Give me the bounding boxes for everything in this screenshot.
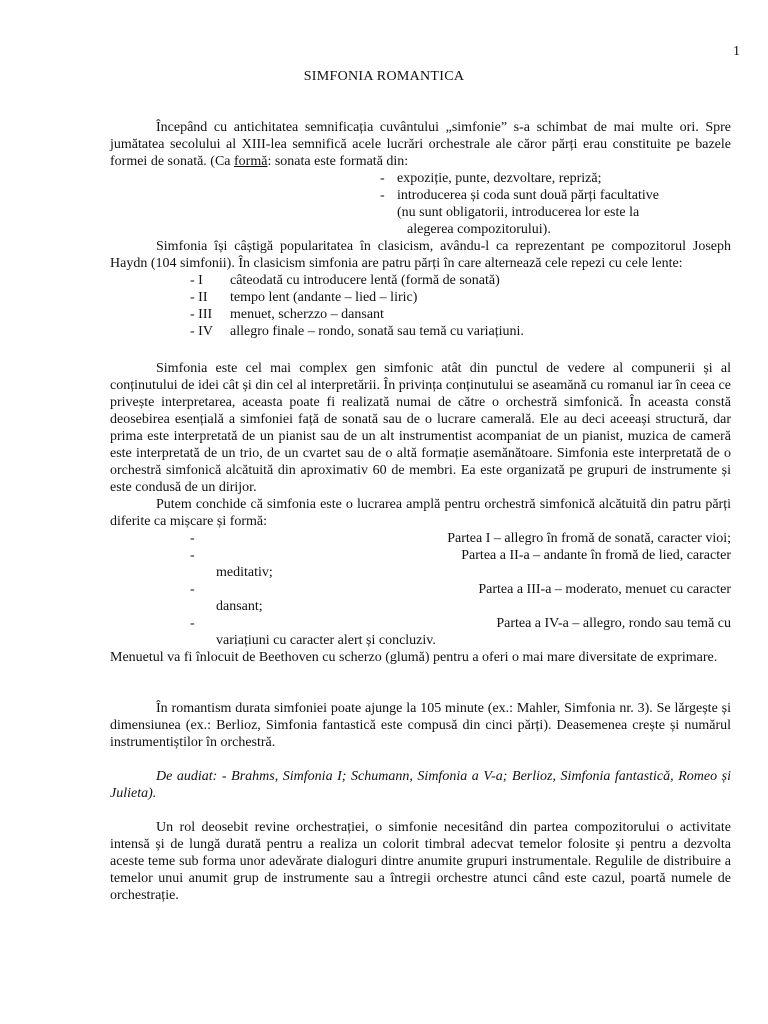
- form-note: [397, 204, 731, 238]
- part-line: Partea a II-a – andante în fromă de lied, caracter: [461, 548, 731, 563]
- menuet-paragraph: Menuetul va fi înlocuit de Beethoven cu scherzo (glumă) pentru a oferi o mai mare diversitate de exprimare.: [110, 650, 718, 665]
- list-dash: -: [190, 616, 195, 631]
- movement-text: menuet, scherzzo – dansant: [230, 307, 384, 322]
- list-item: [190, 289, 731, 306]
- list-item: [110, 547, 731, 581]
- note-line: (nu sunt obligatorii, introducerea lor este la: [397, 205, 640, 220]
- movement-text: tempo lent (andante – lied – liric): [230, 290, 418, 305]
- document-body: [110, 119, 731, 904]
- movement-text: câteodată cu introducere lentă (formă de sonată): [230, 273, 500, 288]
- list-item: - introducerea și coda sunt două părți facultative: [380, 187, 731, 204]
- listening-paragraph: De audiat: - Brahms, Simfonia I; Schumann, Simfonia a V-a; Berlioz, Simfonia fantastică, Romeo și Julieta).: [110, 769, 731, 801]
- movement-text: allegro finale – rondo, sonată sau temă cu variațiuni.: [230, 324, 524, 339]
- intro-text-2: : sonata este formată din:: [267, 154, 409, 169]
- part-continuation: meditativ;: [216, 565, 273, 580]
- list-item: [190, 323, 731, 340]
- intro-text-1: Începând cu antichitatea semnificația cuvântului „simfonie” s-a schimbat de mai multe ori. Spre jumătatea secolului al XIII-lea semnifică acele lucrări orchestrale ale căror părți erau constituite pe bazele formei de sonată. (Ca: [110, 120, 731, 169]
- movements-list: [190, 272, 731, 340]
- part-line: Partea a III-a – moderato, menuet cu caracter: [478, 582, 731, 597]
- list-dash: -: [190, 582, 195, 597]
- list-dash: -: [190, 531, 195, 546]
- list-item: [190, 272, 731, 289]
- movement-number: - III: [190, 307, 213, 322]
- form-parts-list: [380, 170, 731, 204]
- movement-number: - IV: [190, 324, 213, 339]
- spacer: [110, 666, 731, 700]
- list-dash: -: [190, 548, 195, 563]
- note-line: alegerea compozitorului).: [407, 222, 551, 237]
- part-continuation: dansant;: [216, 599, 263, 614]
- part-continuation: variațiuni cu caracter alert și concluziv.: [216, 633, 436, 648]
- page-title: SIMFONIA ROMANTICA: [303, 69, 465, 84]
- form-term: formă: [234, 154, 268, 169]
- list-item: - expoziție, punte, dezvoltare, repriză;: [380, 170, 731, 187]
- spacer: [110, 340, 731, 360]
- classicism-paragraph: Simfonia își câștigă popularitatea în clasicism, avându-l ca reprezentant pe compozitorul Joseph Haydn (104 simfonii). În clasicism simfonia are patru părți în care alternează cele repezi cu cele lente:: [110, 239, 731, 271]
- parts-list: [110, 530, 731, 649]
- part-line: Partea I – allegro în fromă de sonată, caracter vioi;: [447, 531, 731, 546]
- page-number: 1: [733, 44, 740, 59]
- list-item: [110, 615, 731, 649]
- intro-paragraph: [110, 119, 731, 170]
- spacer: [110, 802, 731, 819]
- orchestration-paragraph: Un rol deosebit revine orchestrației, o simfonie necesitând din partea compozitorului o activitate intensă și de lungă durată pentru a realiza un colorit timbral adecvat temelor folosite și pentru a dezvolta aceste teme sub forma unor adevărate dialoguri dintre anumite grupuri instrumentale. Regulile de distribuire a temelor unui anumit grup de instrumente sau a întregii orchestre atunci când este cazul, poartă numele de orchestrație.: [110, 820, 731, 903]
- list-item: [110, 530, 731, 547]
- list-item: [110, 581, 731, 615]
- spacer: [110, 751, 731, 768]
- part-line: Partea a IV-a – allegro, rondo sau temă cu: [496, 616, 731, 631]
- movement-number: - II: [190, 290, 208, 305]
- movement-number: - I: [190, 273, 203, 288]
- complex-paragraph: Simfonia este cel mai complex gen simfonic atât din punctul de vedere al compunerii și al conținutului de idei cât și din cel al interpretării. În privința conținutului se aseamănă cu romanul iar în ceea ce privește interpretarea, aceasta poate fi realizată numai de către o orchestră simfonică. În aceasta constă deosebirea esențială a simfoniei față de sonată sau de o lucrare camerală. Ele au deci aceeași structură, dar prima este interpretată de un pianist sau de un alt instrumentist acompaniat de un pianist, muzica de cameră este interpretată de un trio, de un cvartet sau de o altă formație asemănătoare. Simfonia este interpretată de o orchestră simfonică alcătuită din aproximativ 60 de membri. Ea este organizată pe grupuri de instrumente și este condusă de un dirijor.: [110, 361, 731, 495]
- conclusion-paragraph: Putem conchide că simfonia este o lucrarea amplă pentru orchestră simfonică alcătuită din patru părți diferite ca mișcare și formă:: [110, 497, 731, 529]
- romanticism-paragraph: În romantism durata simfoniei poate ajunge la 105 minute (ex.: Mahler, Simfonia nr. 3). Se lărgește și dimensiunea (ex.: Berlioz, Simfonia fantastică este compusă din cinci părți). Deasemenea crește și numărul instrumentiștilor în orchestră.: [110, 701, 731, 750]
- list-item: [190, 306, 731, 323]
